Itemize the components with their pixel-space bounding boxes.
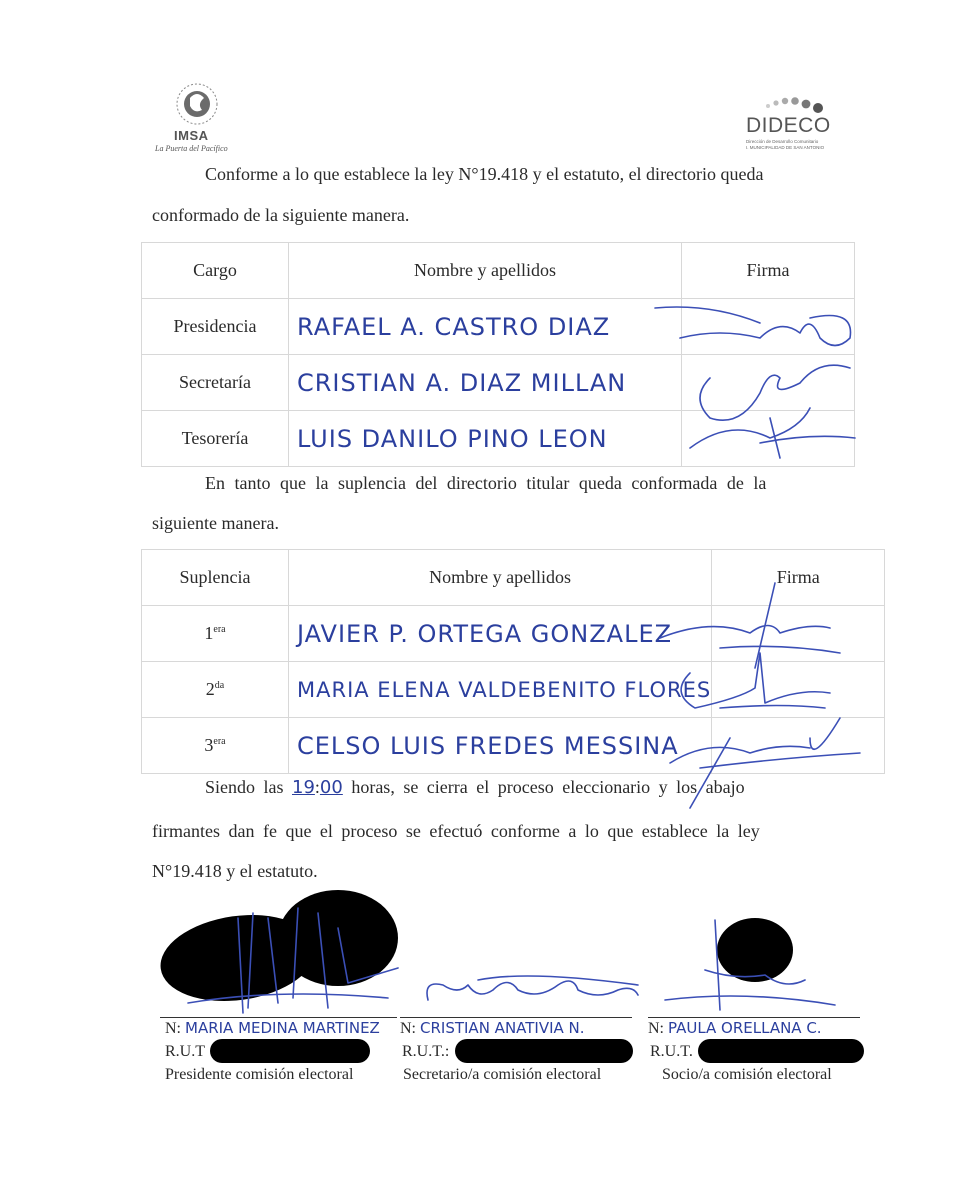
dideco-subtitle: Dirección de Desarrollo Comunitario (746, 139, 819, 144)
closing-separator: : (314, 777, 320, 797)
header-firma: Firma (712, 550, 885, 606)
header-cargo: Cargo (142, 243, 289, 299)
handwritten-name: JAVIER P. ORTEGA GONZALEZ (297, 619, 673, 648)
header-firma: Firma (682, 243, 855, 299)
closing-line-2: firmantes dan fe que el proceso se efectuó conforme a lo que establece la ley (152, 821, 760, 841)
closing-line-1 (205, 778, 745, 797)
imsa-tagline: La Puerta del Pacífico (155, 144, 228, 153)
header-nombre: Nombre y apellidos (289, 243, 682, 299)
middle-line-2: siguiente manera. (152, 513, 279, 533)
socio-name-row (648, 1019, 822, 1038)
president-rut-redacted (210, 1039, 370, 1063)
header-nombre: Nombre y apellidos (289, 550, 712, 606)
president-signature-line (160, 1017, 397, 1018)
socio-rut-label: R.U.T. (650, 1043, 693, 1060)
closing-hour: 19 (292, 777, 315, 798)
suplencia-number: 3 (204, 735, 214, 755)
imsa-logo (150, 80, 245, 160)
socio-rut-redacted (698, 1039, 864, 1063)
socio-n-label: N: (648, 1020, 664, 1037)
secretary-name-row (400, 1019, 585, 1038)
closing-pre: Siendo las (205, 777, 284, 797)
cargo-cell: Tesorería (142, 411, 289, 467)
suplencia-ordinal: era (213, 736, 226, 747)
suplencia-cell (142, 662, 289, 718)
socio-signature-line (648, 1017, 860, 1018)
suplencia-ordinal: da (214, 680, 225, 691)
suplencia-cell (142, 606, 289, 662)
socio-name: PAULA ORELLANA C. (668, 1019, 822, 1037)
socio-role: Socio/a comisión electoral (662, 1066, 832, 1083)
dideco-dots-icon (738, 94, 848, 116)
intro-line-2: conformado de la siguiente manera. (152, 205, 410, 225)
secretary-rut-label: R.U.T.: (402, 1043, 450, 1060)
secretary-n-label: N: (400, 1020, 416, 1037)
suplencia-number: 1 (204, 623, 214, 643)
socio-signature-drawing (665, 910, 845, 1015)
closing-post: horas, se cierra el proceso eleccionario y los abajo (351, 777, 745, 797)
dideco-municipality: I. MUNICIPALIDAD DE SAN ANTONIO (746, 145, 825, 150)
president-signature-drawing (158, 888, 408, 1018)
table1-signatures-drawing (650, 298, 860, 468)
handwritten-name: MARIA ELENA VALDEBENITO FLORES (297, 677, 712, 702)
president-n-label: N: (165, 1020, 181, 1037)
dideco-logo (738, 94, 848, 154)
suplencia-cell (142, 718, 289, 774)
handwritten-name: CRISTIAN A. DIAZ MILLAN (297, 368, 627, 397)
suplencia-number: 2 (205, 679, 215, 699)
handwritten-name: CELSO LUIS FREDES MESSINA (297, 731, 679, 760)
table-header-row (142, 243, 855, 299)
president-rut-label: R.U.T (165, 1043, 205, 1060)
dideco-logo-text: DIDECO (746, 114, 831, 137)
president-name-row (165, 1019, 380, 1038)
closing-line-3: N°19.418 y el estatuto. (152, 861, 318, 881)
secretary-name: CRISTIAN ANATIVIA N. (420, 1019, 585, 1037)
intro-line-1: Conforme a lo que establece la ley N°19.418 y el estatuto, el directorio queda (205, 164, 764, 184)
handwritten-name: RAFAEL A. CASTRO DIAZ (297, 312, 611, 341)
cargo-cell: Secretaría (142, 355, 289, 411)
imsa-emblem-icon (150, 80, 245, 130)
imsa-logo-text: IMSA (174, 128, 209, 143)
secretary-signature-line (400, 1017, 632, 1018)
cargo-cell: Presidencia (142, 299, 289, 355)
secretary-rut-redacted (455, 1039, 633, 1063)
suplencia-ordinal: era (213, 624, 226, 635)
secretary-role: Secretario/a comisión electoral (403, 1066, 602, 1083)
handwritten-name: LUIS DANILO PINO LEON (297, 424, 608, 453)
middle-line-1: En tanto que la suplencia del directorio titular queda conformada de la (205, 473, 767, 493)
president-role: Presidente comisión electoral (165, 1066, 354, 1083)
table2-signatures-drawing (660, 578, 860, 808)
closing-minutes: 00 (319, 777, 343, 798)
president-name: MARIA MEDINA MARTINEZ (185, 1019, 380, 1037)
secretary-signature-drawing (418, 965, 648, 1015)
header-suplencia: Suplencia (142, 550, 289, 606)
